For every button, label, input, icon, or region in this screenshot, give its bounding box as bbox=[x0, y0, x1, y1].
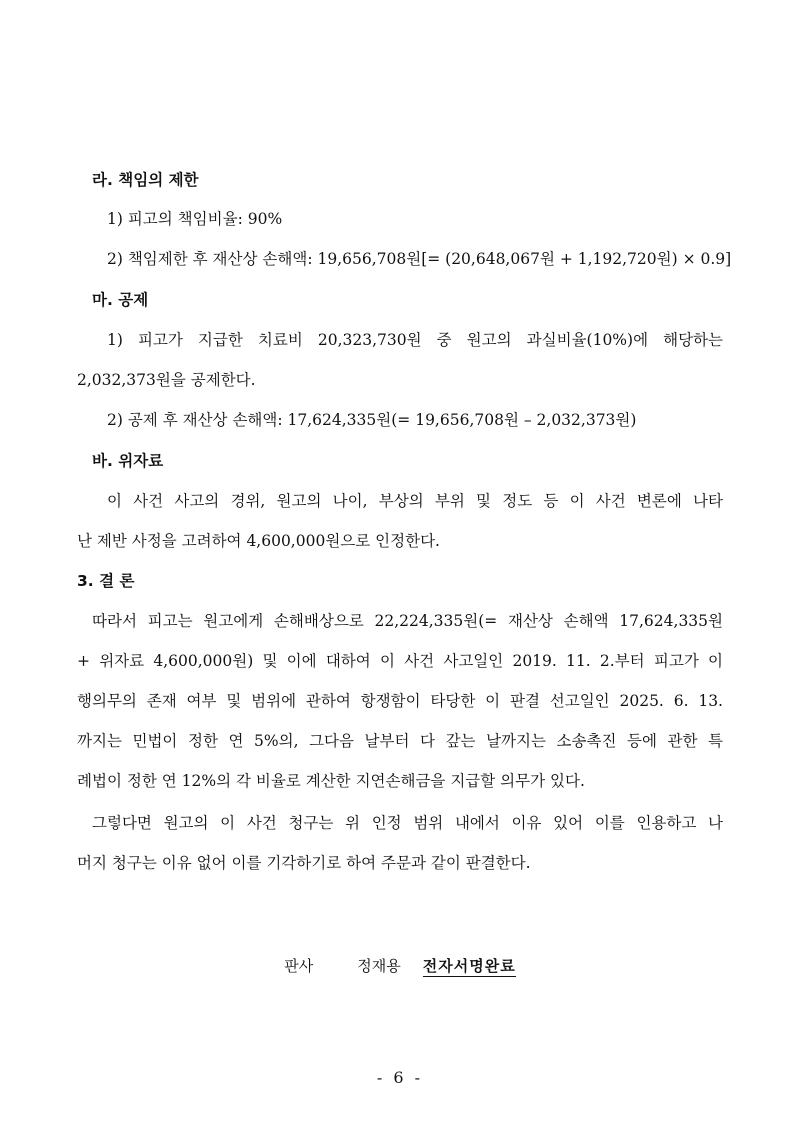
paragraph-conclusion-line-5: 례법이 정한 연 12%의 각 비율로 계산한 지연손해금을 지급할 의무가 있다. bbox=[77, 772, 585, 790]
paragraph-final-line-2: 머지 청구는 이유 없어 이를 기각하기로 하여 주문과 같이 판결한다. bbox=[77, 854, 531, 872]
paragraph-ba-line-1: 이 사건 사고의 경위, 원고의 나이, 부상의 부위 및 정도 등 이 사건 변론에 나타 bbox=[107, 492, 723, 510]
paragraph-ma-2: 2) 공제 후 재산상 손해액: 17,624,335원(= 19,656,708원 – 2,032,373원) bbox=[107, 411, 637, 429]
paragraph-conclusion-line-3: 행의무의 존재 여부 및 범위에 관하여 항쟁함이 타당한 이 판결 선고일인 2025. 6. 13. bbox=[77, 692, 723, 710]
paragraph-ma-1-line-2: 2,032,373원을 공제한다. bbox=[77, 371, 256, 389]
section-heading-ra: 라. 책임의 제한 bbox=[92, 171, 199, 189]
electronic-signature-mark: 전자서명완료 bbox=[422, 957, 516, 975]
paragraph-conclusion-line-4: 까지는 민법이 정한 연 5%의, 그다음 날부터 다 갚는 날까지는 소송촉진 등에 관한 특 bbox=[77, 732, 723, 750]
section-heading-ba: 바. 위자료 bbox=[92, 452, 164, 470]
paragraph-conclusion-line-2: + 위자료 4,600,000원) 및 이에 대하여 이 사건 사고일인 2019. 11. 2.부터 피고가 이 bbox=[77, 652, 723, 670]
judge-signature bbox=[0, 956, 800, 976]
judge-name: 정재용 bbox=[357, 957, 401, 975]
paragraph-ra-2: 2) 책임제한 후 재산상 손해액: 19,656,708원[= (20,648,067원 + 1,192,720원) × 0.9] bbox=[107, 250, 732, 268]
paragraph-conclusion-line-1: 따라서 피고는 원고에게 손해배상으로 22,224,335원(= 재산상 손해액 17,624,335원 bbox=[92, 612, 723, 630]
section-heading-ma: 마. 공제 bbox=[92, 291, 149, 309]
page-number: - 6 - bbox=[376, 1068, 424, 1087]
paragraph-ma-1-line-1: 1) 피고가 지급한 치료비 20,323,730원 중 원고의 과실비율(10%)에 해당하는 bbox=[107, 331, 723, 349]
judge-title: 판사 bbox=[284, 957, 314, 975]
paragraph-ba-line-2: 난 제반 사정을 고려하여 4,600,000원으로 인정한다. bbox=[77, 532, 440, 550]
section-heading-conclusion: 3. 결 론 bbox=[77, 572, 135, 590]
paragraph-ra-1: 1) 피고의 책임비율: 90% bbox=[107, 210, 283, 228]
paragraph-final-line-1: 그렇다면 원고의 이 사건 청구는 위 인정 범위 내에서 이유 있어 이를 인용하고 나 bbox=[92, 814, 723, 832]
